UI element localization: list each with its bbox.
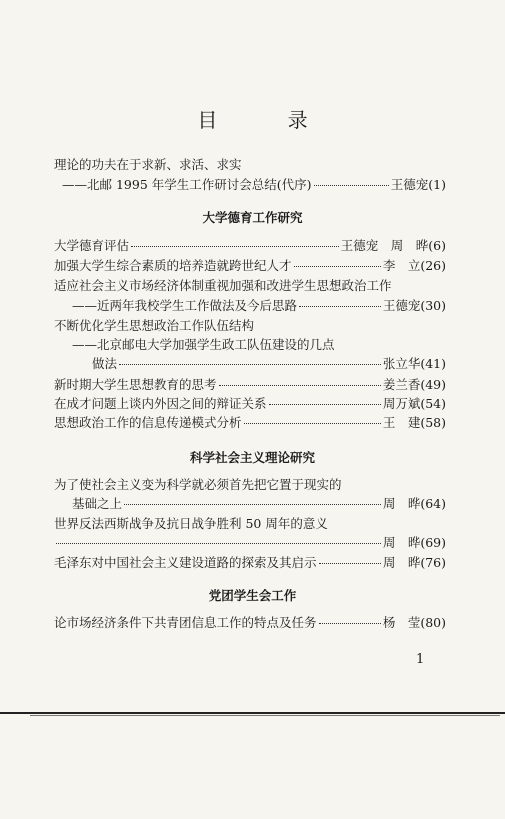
entry-author-page: 王 建(58) <box>382 415 446 430</box>
leader-dots <box>119 363 381 365</box>
entry-title: 在成才问题上谈内外因之间的辩证关系 <box>54 396 267 411</box>
toc-entry <box>92 356 446 372</box>
toc-entry <box>72 298 446 314</box>
entry-title: 基础之上 <box>72 496 123 511</box>
entry-title: 做法 <box>92 356 118 371</box>
entry-author-page: 杨 莹(80) <box>382 615 446 630</box>
bottom-rule <box>0 712 505 714</box>
entry-author-page: 李 立(26) <box>382 258 446 273</box>
leader-dots <box>314 184 389 186</box>
entry-title: 大学德育评估 <box>54 238 130 253</box>
entry-title: ——北邮 1995 年学生工作研讨会总结(代序) <box>62 177 312 192</box>
toc-entry <box>54 377 446 393</box>
entry-title: 理论的功夫在于求新、求活、求实 <box>54 157 242 172</box>
toc-entry <box>54 396 446 412</box>
toc-entry <box>54 278 446 294</box>
section-heading: 科学社会主义理论研究 <box>189 450 315 465</box>
toc-entry <box>72 496 446 512</box>
entry-title: 加强大学生综合素质的培养造就跨世纪人才 <box>54 258 292 273</box>
toc-entry <box>54 415 446 431</box>
entry-author-page: 王德宠(1) <box>390 177 446 192</box>
leader-dots <box>319 622 381 624</box>
toc-entry <box>72 337 464 353</box>
entry-title: ——近两年我校学生工作做法及今后思路 <box>72 298 298 313</box>
leader-dots <box>244 422 381 424</box>
entry-author-page: 周 晔(69) <box>382 535 446 550</box>
entry-title: 世界反法西斯战争及抗日战争胜利 50 周年的意义 <box>54 516 328 531</box>
toc-entry <box>54 615 446 631</box>
entry-author-page: 张立华(41) <box>382 356 446 371</box>
bottom-rule-thin <box>30 715 500 716</box>
leader-dots <box>124 503 381 505</box>
leader-dots <box>219 384 381 386</box>
entry-title: 毛泽东对中国社会主义建设道路的探索及其启示 <box>54 555 317 570</box>
toc-entry <box>54 555 446 571</box>
entry-title: 思想政治工作的信息传递模式分析 <box>54 415 242 430</box>
entry-title: 论市场经济条件下共青团信息工作的特点及任务 <box>54 615 317 630</box>
entry-title: ——北京邮电大学加强学生政工队伍建设的几点 <box>72 337 335 352</box>
entry-title: 新时期大学生思想教育的思考 <box>54 377 217 392</box>
entry-author-page: 姜兰香(49) <box>382 377 446 392</box>
leader-dots <box>294 265 381 267</box>
toc-entry <box>54 516 446 532</box>
entry-author-page: 周 晔(64) <box>382 496 446 511</box>
section-heading: 党团学生会工作 <box>208 588 297 603</box>
entry-title: 为了使社会主义变为科学就必须首先把它置于现实的 <box>54 477 342 492</box>
toc-entry <box>54 157 446 173</box>
entry-author-page: 周 晔(76) <box>382 555 446 570</box>
toc-entry <box>62 177 446 193</box>
leader-dots <box>131 245 339 247</box>
leader-dots <box>56 542 381 544</box>
page-number: 1 <box>416 652 425 667</box>
leader-dots <box>269 403 381 405</box>
toc-entry <box>54 535 446 551</box>
entry-title: 不断优化学生思想政治工作队伍结构 <box>54 318 255 333</box>
entry-author-page: 王德宠(30) <box>382 298 446 313</box>
toc-entry <box>54 318 446 334</box>
entry-author-page: 王德宠 周 晔(6) <box>340 238 446 253</box>
section-heading: 大学德育工作研究 <box>202 210 303 225</box>
toc-entry <box>54 477 446 493</box>
toc-title: 目 录 <box>197 108 340 132</box>
toc-entry <box>54 238 446 254</box>
entry-author-page: 周万斌(54) <box>382 396 446 411</box>
leader-dots <box>299 305 381 307</box>
toc-entry <box>54 258 446 274</box>
entry-title: 适应社会主义市场经济体制重视加强和改进学生思想政治工作 <box>54 278 392 293</box>
leader-dots <box>319 562 381 564</box>
